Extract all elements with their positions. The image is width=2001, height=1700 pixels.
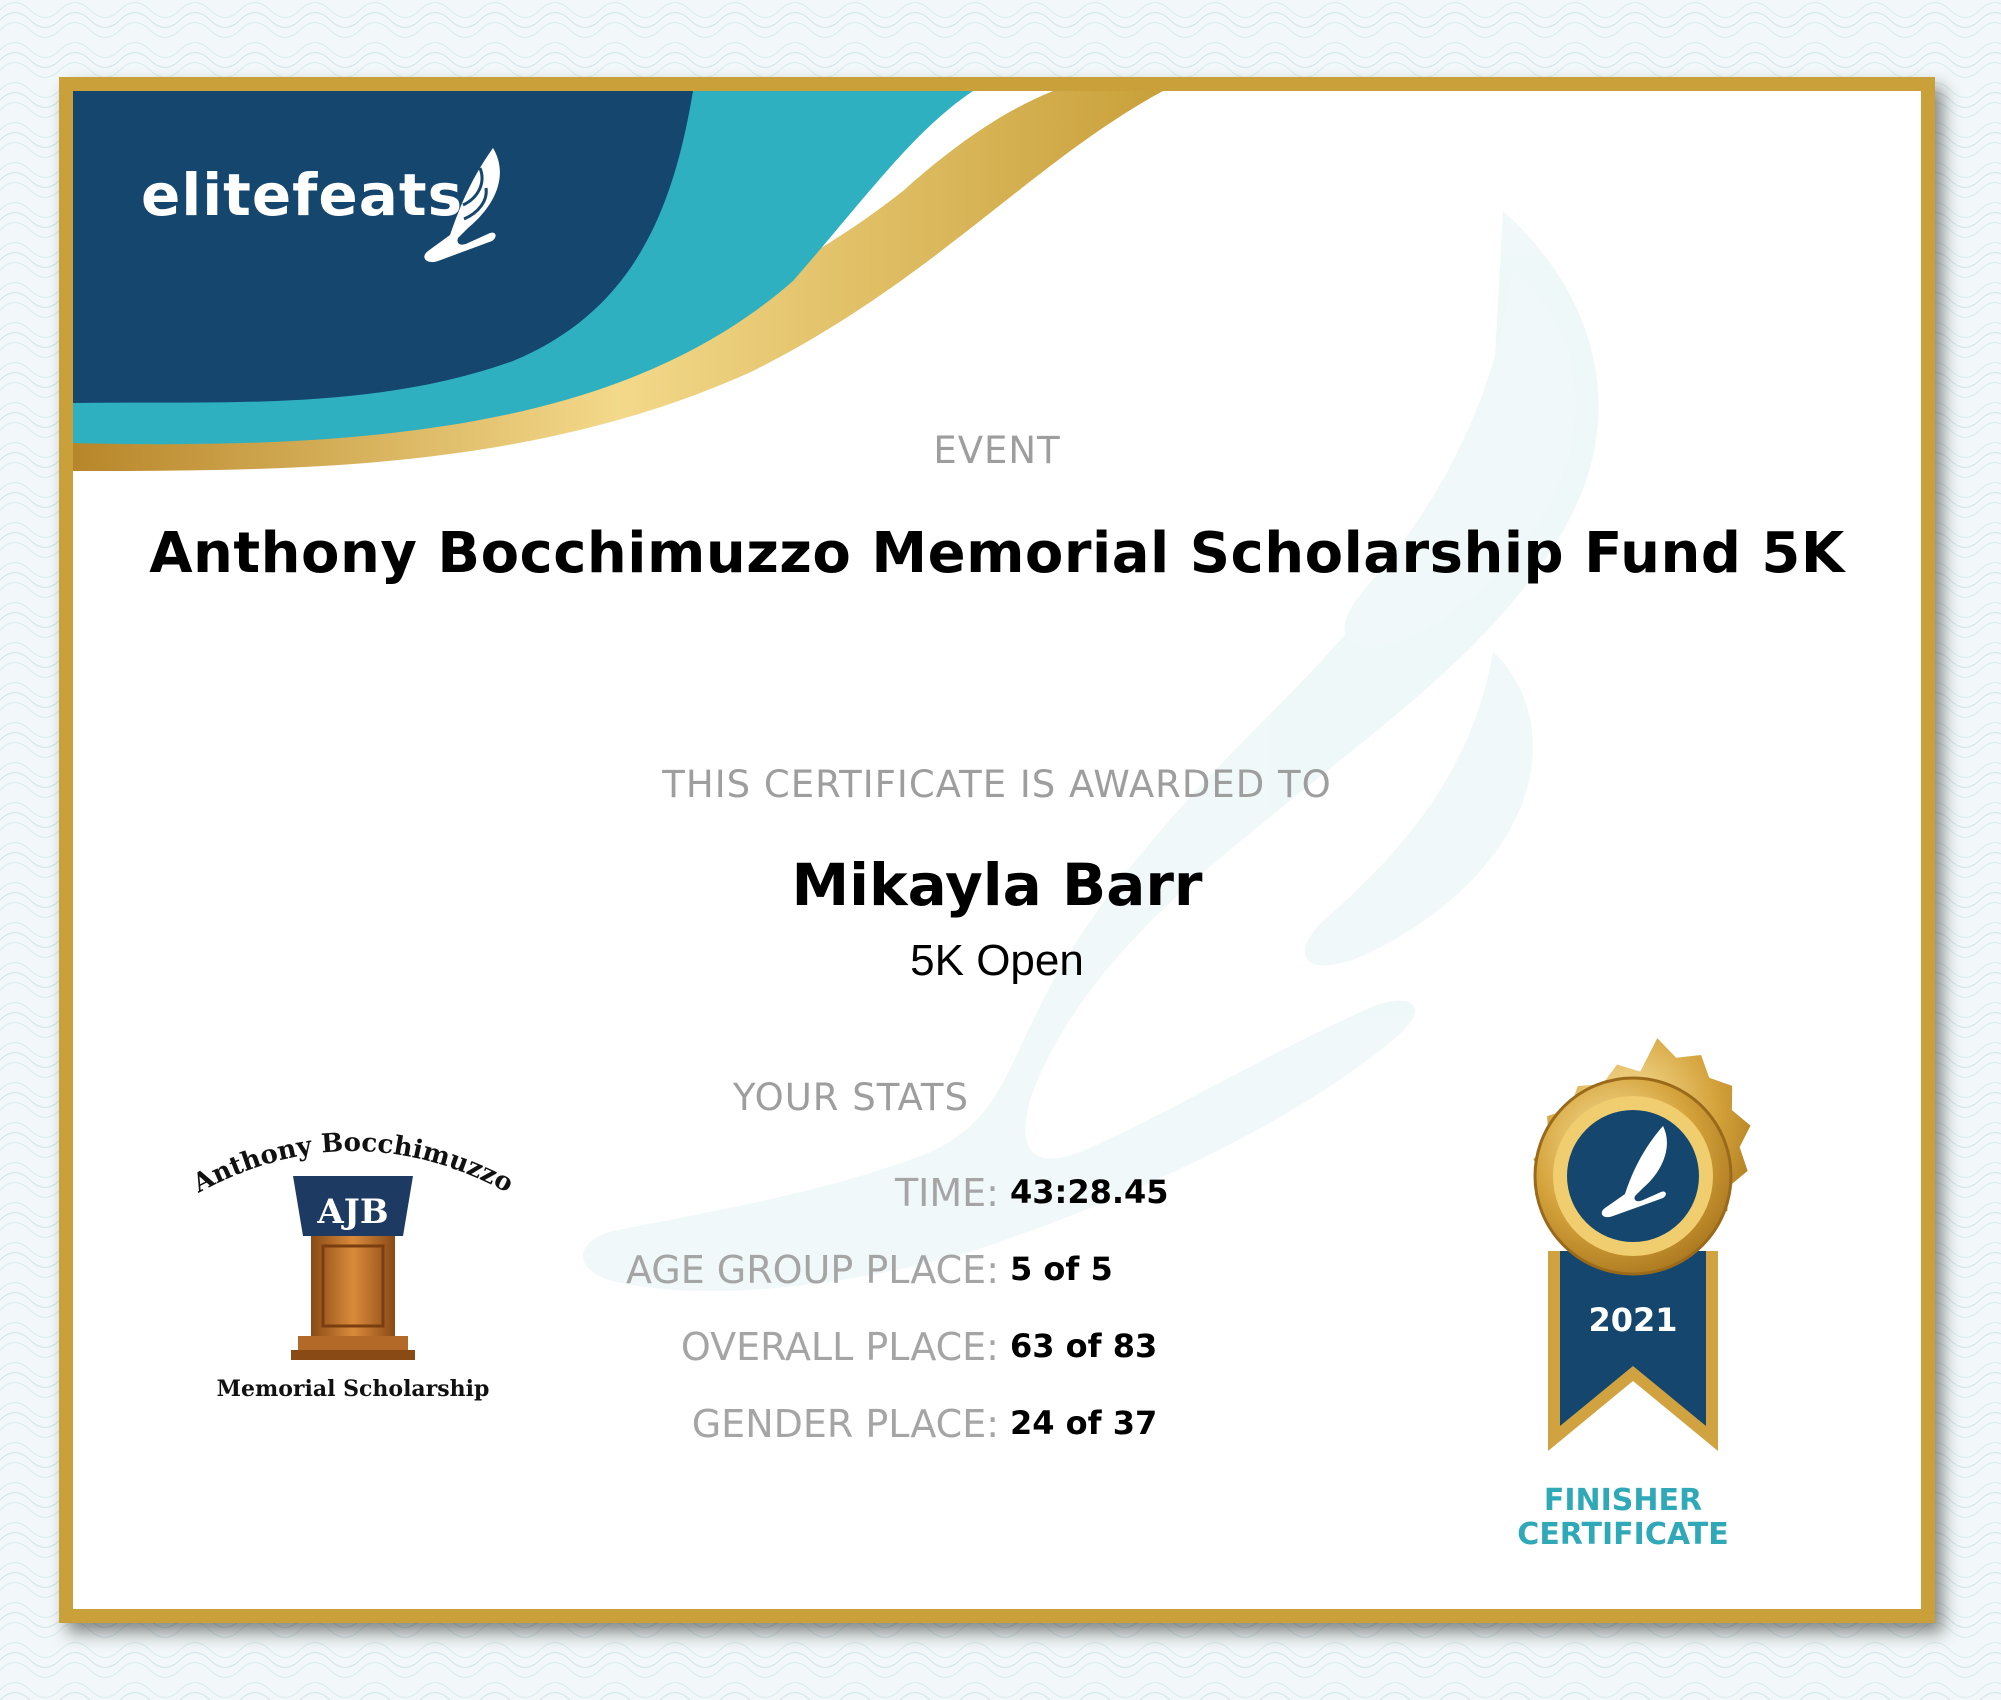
badge-line-1: FINISHER	[1543, 1483, 1703, 1518]
stat-label: AGE GROUP PLACE:	[625, 1248, 999, 1292]
award-label: THIS CERTIFICATE IS AWARDED TO	[662, 763, 1332, 806]
event-title: Anthony Bocchimuzzo Memorial Scholarship Fund 5K	[149, 521, 1845, 586]
stat-label: OVERALL PLACE:	[680, 1325, 999, 1369]
winged-foot-icon	[398, 143, 518, 263]
division: 5K Open	[910, 936, 1084, 985]
org-logo-top-text: Anthony Bocchimuzzo	[188, 1127, 519, 1200]
org-logo-initials: AJB	[317, 1192, 389, 1232]
brand-logo: elitefeats	[141, 161, 464, 229]
stat-label: TIME:	[894, 1171, 999, 1215]
stat-value: 5 of 5	[1010, 1250, 1113, 1288]
event-label: EVENT	[933, 429, 1061, 472]
stat-value: 24 of 37	[1010, 1404, 1158, 1442]
org-logo-bottom-text: Memorial Scholarship	[216, 1376, 490, 1401]
organization-logo	[173, 1111, 533, 1401]
certificate-card	[59, 77, 1935, 1623]
stat-value: 63 of 83	[1010, 1327, 1158, 1365]
badge-line-2: CERTIFICATE	[1517, 1517, 1729, 1552]
stat-value: 43:28.45	[1010, 1173, 1169, 1211]
finisher-certificate-label	[1473, 1484, 1773, 1552]
stats-label: YOUR STATS	[733, 1076, 969, 1119]
finisher-badge	[1488, 1031, 1778, 1481]
badge-year: 2021	[1588, 1301, 1678, 1339]
stat-label: GENDER PLACE:	[691, 1402, 999, 1446]
recipient-name: Mikayla Barr	[791, 851, 1203, 919]
